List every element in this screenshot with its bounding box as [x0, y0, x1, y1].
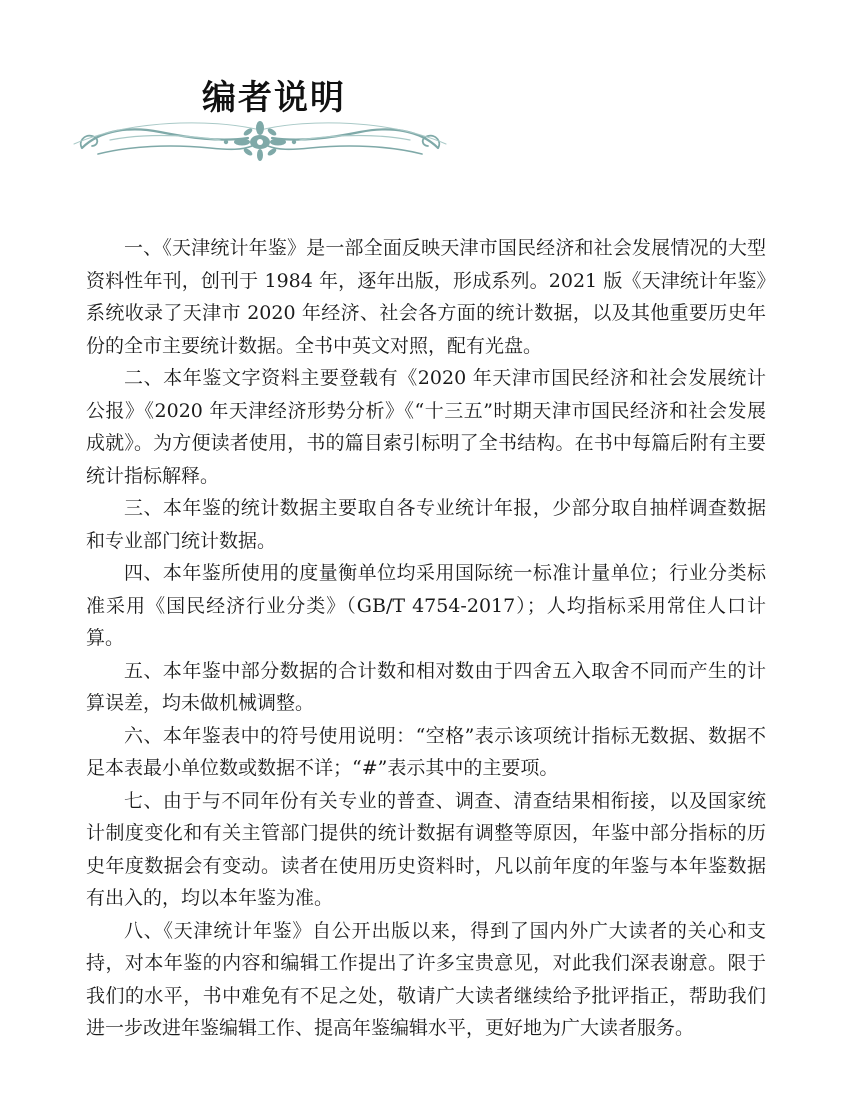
paragraph-1: 一、《天津统计年鉴》是一部全面反映天津市国民经济和社会发展情况的大型资料性年刊，创刊于 1984 年，逐年出版，形成系列。2021 版《天津统计年鉴》系统收录了天津市 2020 年经济、社会各方面的统计数据，以及其他重要历史年份的全市主要统计数据。全书中英文对照，配有光盘。 [86, 237, 766, 357]
paragraph-7: 七、由于与不同年份有关专业的普查、调查、清查结果相衔接，以及国家统计制度变化和有关主管部门提供的统计数据有调整等原因，年鉴中部分指标的历史年度数据会有变动。读者在使用历史资料时，凡以前年度的年鉴与本年鉴数据有出入的，均以本年鉴为准。 [86, 789, 766, 909]
paragraph-2: 二、本年鉴文字资料主要登载有《2020 年天津市国民经济和社会发展统计公报》《2020 年天津经济形势分析》《“十三五”时期天津市国民经济和社会发展成就》。为方便读者使用，书的篇目索引标明了全书结构。在书中每篇后附有主要统计指标解释。 [86, 367, 766, 487]
paragraph-8: 八、《天津统计年鉴》自公开出版以来，得到了国内外广大读者的关心和支持，对本年鉴的内容和编辑工作提出了许多宝贵意见，对此我们深表谢意。限于我们的水平，书中难免有不足之处，敬请广大读者继续给予批评指正，帮助我们进一步改进年鉴编辑工作、提高年鉴编辑水平，更好地为广大读者服务。 [86, 919, 766, 1039]
page-title: 编者说明 [202, 78, 346, 118]
paragraph-5: 五、本年鉴中部分数据的合计数和相对数由于四舍五入取舍不同而产生的计算误差，均未做机械调整。 [86, 659, 766, 714]
flourish-divider-icon [70, 108, 450, 166]
paragraph-4: 四、本年鉴所使用的度量衡单位均采用国际统一标准计量单位；行业分类标准采用《国民经济行业分类》（GB/T 4754-2017）；人均指标采用常住人口计算。 [86, 562, 766, 649]
page-header [70, 60, 450, 170]
paragraph-3: 三、本年鉴的统计数据主要取自各专业统计年报，少部分取自抽样调查数据和专业部门统计数据。 [86, 497, 766, 552]
editor-notes-body [86, 232, 766, 1045]
paragraph-6: 六、本年鉴表中的符号使用说明：“空格”表示该项统计指标无数据、数据不足本表最小单位数或数据不详；“#”表示其中的主要项。 [86, 724, 766, 779]
